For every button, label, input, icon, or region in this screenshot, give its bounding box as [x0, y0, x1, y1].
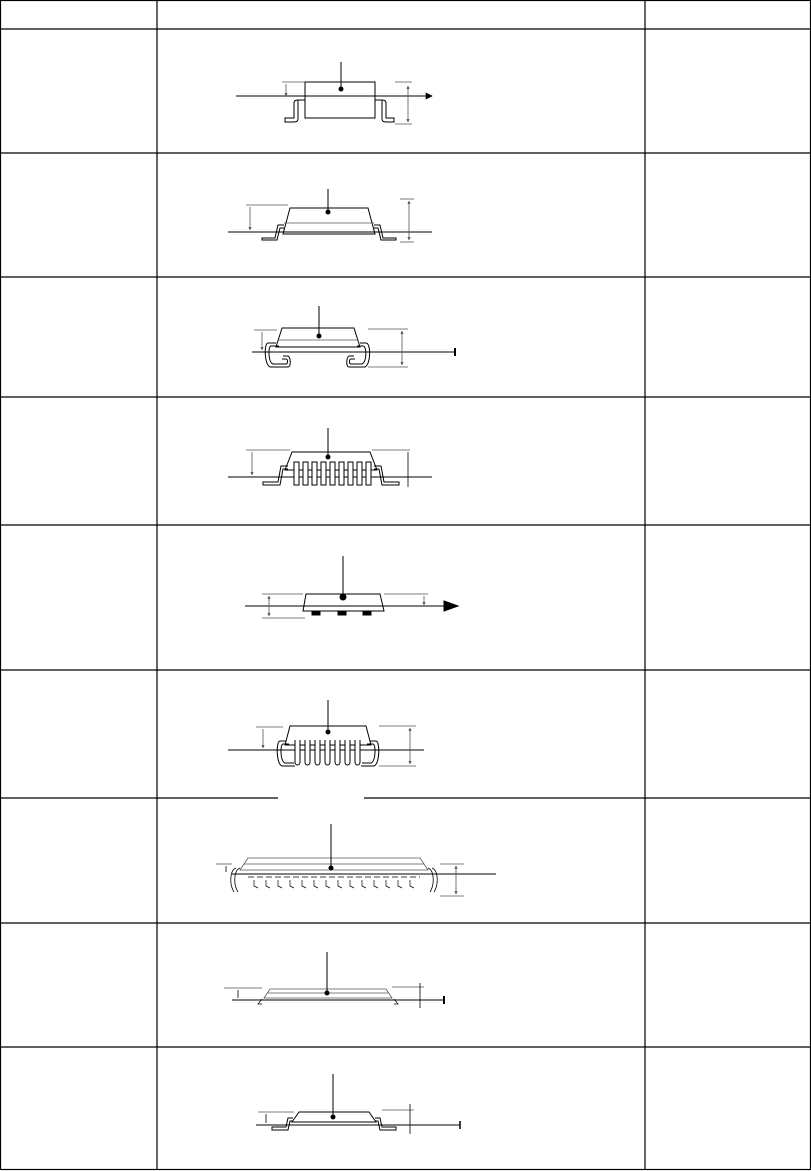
soj-j-lead-multi-pin-icon	[228, 700, 424, 766]
smd-package-gullwing-small-icon	[236, 62, 432, 124]
smd-package-gullwing-flat-icon	[228, 189, 432, 242]
thin-gullwing-package-icon	[256, 1074, 460, 1134]
table-border	[1, 1, 811, 1170]
leadless-chip-carrier-icon	[245, 556, 458, 618]
thin-package-icon	[224, 952, 444, 1008]
soic-gullwing-multi-pin-icon	[228, 428, 432, 487]
qfp-fine-pitch-icon	[216, 824, 496, 896]
smd-package-j-lead-icon	[252, 306, 455, 367]
